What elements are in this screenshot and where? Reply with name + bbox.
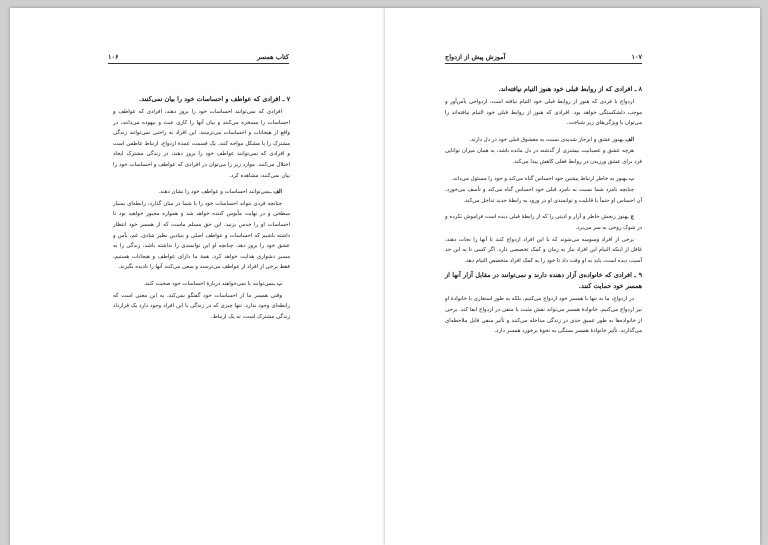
subsection-label: ج ـ (627, 214, 634, 221)
subsection-text: هنوز به خاطر ارتباط پیشین خود احساس گناه می‌کند و خود را مسئول می‌داند. (451, 175, 626, 182)
section-heading: ۹ ـ افرادی که خانواده‌ی آزار دهنده دارند و نمی‌توانند در مقابل آزار آنها از همسر خود حمایت کنند. (445, 271, 642, 291)
running-head (445, 48, 642, 64)
section-heading: ۷ ـ افرادی که عواطف و احساسات خود را بیان نمی‌کنند. (139, 95, 290, 103)
subsection-text: هنوز عشق و انزجار شدیدی نسبت به معشوق قبلی خود در دل دارند. (469, 136, 622, 143)
running-head (108, 48, 289, 64)
paragraph: در ازدواج، ما نه تنها با همسر خود ازدواج می‌کنیم، بلکه به طور استعاری با خانوادهٔ او نیز ازدواج می‌کنیم. خانوادهٔ همسر می‌تواند نقش مثبت یا منفی در ازدواج ایفا کند. برخی از خانواده‌ها به طور عمیق جدی در زندگی مداخله می‌کنند و تأثیر منفی قابل ملاحظه‌ای می‌گذارند. تأثیر خانوادهٔ همسر بستگی به نحوهٔ برخورد همسر دارد. (445, 296, 642, 335)
subsection-label: ب ـ (273, 280, 282, 287)
subsection-label: الف ـ (621, 136, 634, 143)
subsection-heading (445, 174, 642, 185)
page-body (113, 80, 290, 325)
paragraph: چنانچه نامزد شما نسبت به نامزد قبلی خود احساس گناه می‌کند و تأسف می‌خورد، آن احساس او حتماً با قابلیت و توانمندی او در ورود به رابطهٔ جدید تداخل می‌کند. (445, 187, 642, 204)
paragraph: هرچه عشق و عصبانیت بیشتری از گذشته در دل مانده باشد، به همان میزان توانایی فرد برای عشق ورزیدن در روابط فعلی کاهش پیدا می‌کند. (445, 148, 642, 165)
page-body (445, 80, 642, 340)
paragraph: افرادی که نمی‌توانند احساسات خود را بروز دهند، افرادی که عواطف و احساسات را مسخره می‌کنند و بیان آنها را کاری عبث و بیهوده می‌دانند، در واقع از هیجانات و احساسات می‌ترسند. این افراد به راحتی نمی‌توانند زندگی مشترک را با مشکل مواجه کنند. یک قسمت عمدهٔ ازدواج، ارتباط عاطفی است و افرادی که نمی‌توانند عواطف خود را بروز دهند، در زندگی مشترک ایجاد اختلال می‌کنند. موارد زیر را می‌توان در افرادی که عواطف و احساسات خود را بیان نمی‌کنند، مشاهده کرد. (113, 109, 290, 179)
paragraph: برخی از افراد وسوسه می‌شوند که با این افراد ازدواج کنند تا آنها را نجات دهند، غافل از اینکه التیام این افراد نیاز به زمان و کمک تخصصی دارد. اگر کسی تا به این حد آسیب دیده است، باید به او وقت داد تا خود را به کمک افراد متخصص التیام دهد. (445, 236, 642, 264)
subsection-label: ب ـ (625, 175, 634, 182)
page-number: ۱۰۶ (108, 53, 119, 61)
header-title: کتاب همسر (257, 53, 289, 61)
subsection-heading (113, 279, 290, 290)
subsection-text: نمی‌توانند احساسات و عواطف خود را نشان دهند. (158, 189, 270, 196)
subsection-heading (113, 187, 290, 198)
header-title: آموزش پیش از ازدواج (445, 53, 506, 61)
subsection-label: الف ـ (269, 189, 282, 196)
section-heading: ۸ ـ افرادی که از روابط قبلی خود هنوز التیام نیافته‌اند. (498, 85, 642, 93)
subsection-heading (445, 135, 642, 146)
page-number: ۱۰۷ (631, 53, 642, 61)
paragraph: ازدواج با فردی که هنوز از روابط قبلی خود التیام نیافته است، ازدواجی یأس‌آور و موجب دلشکستگی خواهد بود. افرادی که هنوز از روابط قبلی خود التیام نیافته‌اند را می‌توان با ویژگی‌های زیر شناخت. (445, 99, 642, 127)
subsection-text: هنوز رنجش خاطر و آزار و اذیتی را که از رابطهٔ قبلی دیده است فراموش نکرده و در شوک روحی به سر می‌برد. (445, 214, 642, 231)
subsection-text: نمی‌توانند یا نمی‌خواهند دربارهٔ احساسات خود صحبت کنند. (143, 280, 274, 287)
paragraph: وقتی همسر ما از احساسات خود گفتگو نمی‌کند، به این معنی است که رابطه‌ای وجود ندارد. تنها چیزی که در زندگی با این افراد وجود دارد یک قرارداد زندگی مشترک است، نه یک ارتباط. (113, 292, 290, 320)
paragraph: چنانچه فردی نتواند احساسات خود را با شما در میان گذارد، رابطه‌ای بسیار سطحی و در نهایت مأیوس کننده خواهد شد و همواره مجبور خواهید بود تا احساسات او را حدس بزنید. این حق مسلم ماست که از همسر خود انتظار داشته باشیم که احساسات و عواطف اصلی و بنیادین نظیر شادی، غم، یأس و عشق خود را بروز دهد. چنانچه او این توانمندی را نداشته باشد، زندگی را به مسیر دشواری هدایت خواهد کرد. همهٔ ما دارای عواطف و هیجانات هستیم، فقط برخی از افراد از عواطف می‌ترسند و سعی می‌کنند آنها را نادیده بگیرند. (113, 200, 290, 271)
subsection-heading (445, 212, 642, 233)
page-right (385, 8, 760, 545)
page-left (10, 8, 385, 545)
